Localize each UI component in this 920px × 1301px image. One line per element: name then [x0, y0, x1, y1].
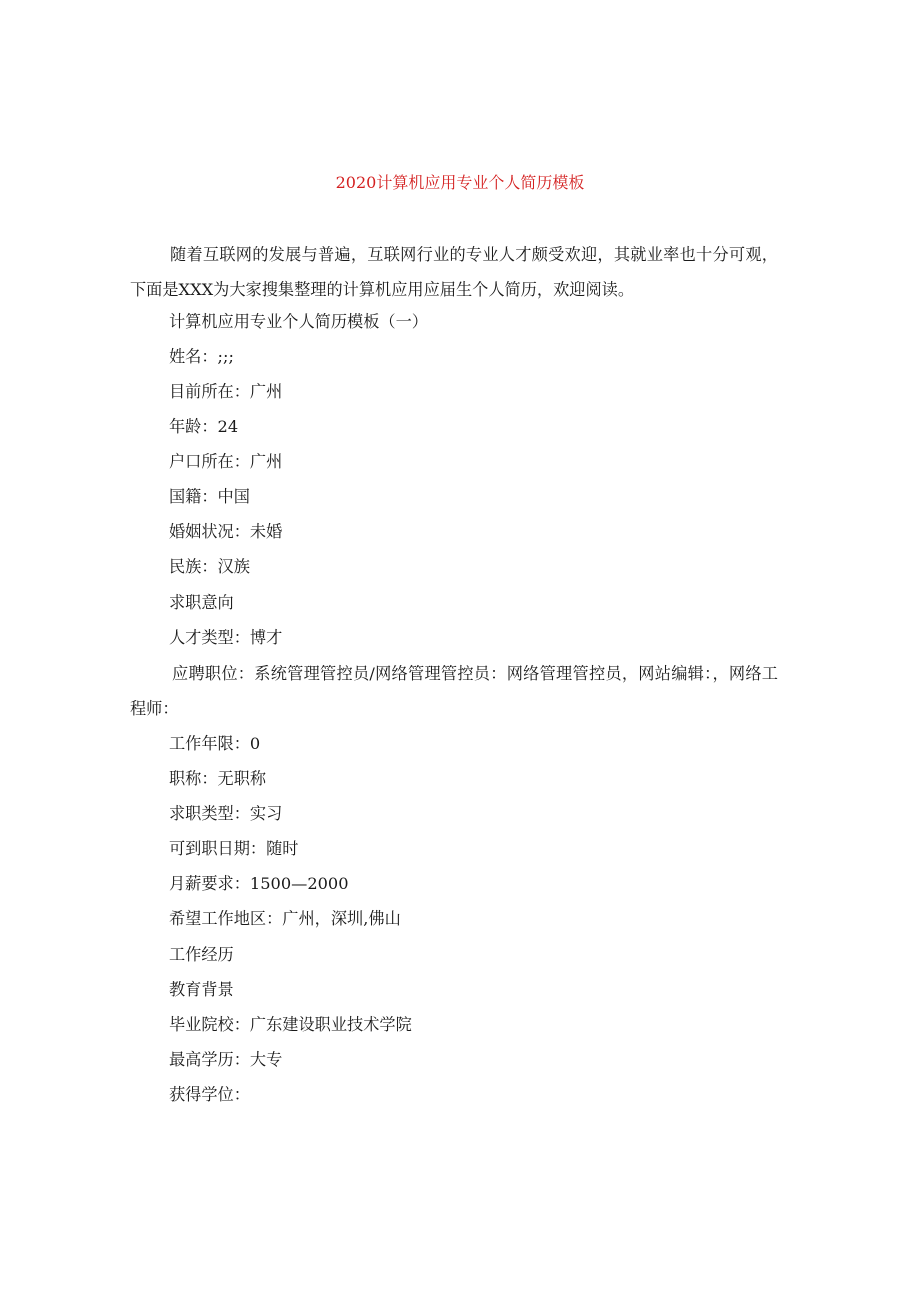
field-nationality: 国籍：中国	[169, 487, 250, 506]
field-work-years: 工作年限：0	[169, 734, 261, 753]
field-job-type: 求职类型：实习	[169, 804, 283, 823]
field-professional-title: 职称：无职称	[169, 769, 267, 788]
document-title: 2020计算机应用专业个人简历模板	[335, 173, 585, 192]
field-positions: 应聘职位：系统管理管控员/网络管理管控员：网络管理管控员，网站编辑：，网络工程师：	[130, 664, 778, 718]
section-heading: 计算机应用专业个人简历模板（一）	[169, 312, 428, 331]
field-marital-status: 婚姻状况：未婚	[169, 522, 283, 541]
field-preferred-areas: 希望工作地区：广州，深圳,佛山	[169, 909, 401, 928]
intro-paragraph: 随着互联网的发展与普遍，互联网行业的专业人才颇受欢迎，其就业率也十分可观，下面是XXX为大家搜集整理的计算机应用应届生个人简历，欢迎阅读。	[130, 245, 778, 299]
field-highest-degree: 最高学历：大专	[169, 1050, 283, 1069]
field-hukou: 户口所在：广州	[169, 452, 283, 471]
field-age: 年龄：24	[169, 417, 239, 436]
field-school: 毕业院校：广东建设职业技术学院	[169, 1015, 412, 1034]
work-experience-heading: 工作经历	[169, 945, 234, 964]
field-available-date: 可到职日期：随时	[169, 839, 299, 858]
field-current-location: 目前所在：广州	[169, 382, 283, 401]
field-name: 姓名：;;;	[169, 347, 234, 366]
job-intention-heading: 求职意向	[169, 593, 234, 612]
field-talent-type: 人才类型：博才	[169, 628, 283, 647]
field-salary: 月薪要求：1500—2000	[169, 874, 349, 893]
field-ethnicity: 民族：汉族	[169, 557, 250, 576]
field-degree-obtained: 获得学位：	[169, 1085, 250, 1104]
education-heading: 教育背景	[169, 980, 234, 999]
